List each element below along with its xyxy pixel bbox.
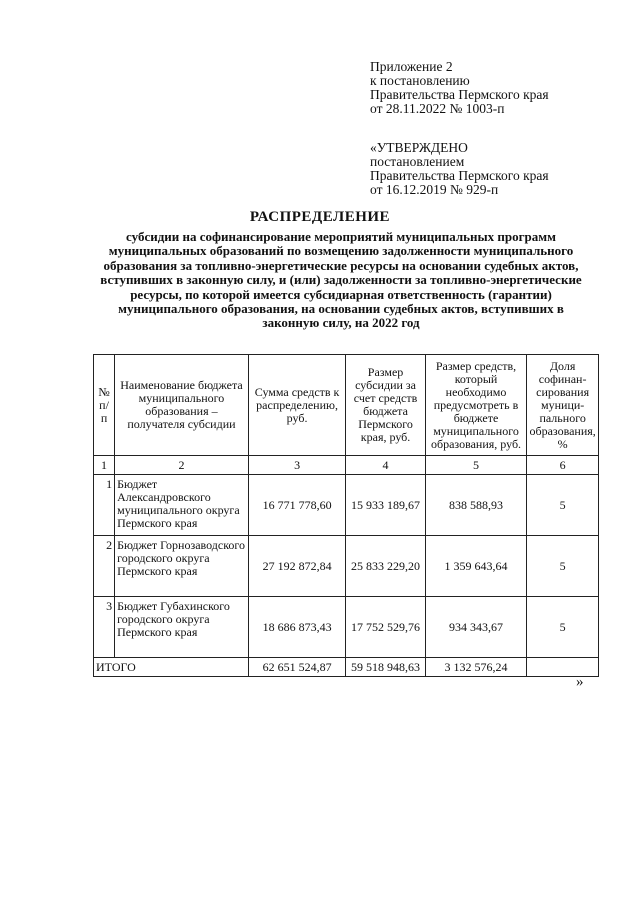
header-num: № п/п (94, 355, 115, 456)
index-cell: 5 (425, 456, 527, 475)
row-share: 5 (527, 597, 599, 658)
row-num: 3 (94, 597, 115, 658)
total-row (94, 658, 599, 677)
row-num: 1 (94, 475, 115, 536)
column-index-row (94, 456, 599, 475)
distribution-table (93, 354, 599, 677)
header-name: Наименование бюджета муниципального образования – получателя субсидии (115, 355, 249, 456)
table-row (94, 597, 599, 658)
closing-quote: » (576, 674, 584, 690)
row-sum: 18 686 873,43 (248, 597, 346, 658)
total-label: ИТОГО (94, 658, 249, 677)
row-sum: 16 771 778,60 (248, 475, 346, 536)
row-share: 5 (527, 475, 599, 536)
approval-line: Правительства Пермского края (370, 168, 549, 183)
document-subtitle: субсидии на софинансирование мероприятий муниципальных программ муниципальных образований по возмещению задолженности муниципального образования за топливно-энергетические ресурсы на основании судебных актов, вступивших в законную силу, и (или) задолженности за топливно-энергетические ресурсы, по которой имеется субсидиарная ответственность (гарантии) муниципального образования, на основании судебных актов, вступивших в законную силу, на 2022 год (100, 229, 582, 331)
header-municipal: Размер средств, который необходимо предусмотреть в бюджете муниципального образования, руб. (425, 355, 527, 456)
document-title: РАСПРЕДЕЛЕНИЕ (249, 209, 391, 225)
approval-stamp-text (370, 141, 549, 197)
table-row (94, 536, 599, 597)
row-share: 5 (527, 536, 599, 597)
index-cell: 2 (115, 456, 249, 475)
index-cell: 4 (346, 456, 425, 475)
row-name: Бюджет Губахинского городского округа Пермского края (115, 597, 249, 658)
total-regional: 59 518 948,63 (346, 658, 425, 677)
appendix-line: к постановлению (370, 73, 470, 88)
row-municipal: 838 588,93 (425, 475, 527, 536)
index-cell: 3 (248, 456, 346, 475)
total-share (527, 658, 599, 677)
index-cell: 6 (527, 456, 599, 475)
row-sum: 27 192 872,84 (248, 536, 346, 597)
total-municipal: 3 132 576,24 (425, 658, 527, 677)
header-share: Доля софинан-сирования муници-пального образования, % (527, 355, 599, 456)
row-municipal: 1 359 643,64 (425, 536, 527, 597)
appendix-line: Приложение 2 (370, 59, 453, 74)
appendix-line: от 28.11.2022 № 1003-п (370, 101, 505, 116)
row-regional: 15 933 189,67 (346, 475, 425, 536)
appendix-line: Правительства Пермского края (370, 87, 549, 102)
index-cell: 1 (94, 456, 115, 475)
approval-line: от 16.12.2019 № 929-п (370, 182, 499, 197)
approval-line: постановлением (370, 154, 465, 169)
row-name: Бюджет Александровского муниципального округа Пермского края (115, 475, 249, 536)
approval-line: «УТВЕРЖДЕНО (370, 140, 468, 155)
row-num: 2 (94, 536, 115, 597)
header-sum: Сумма средств к распределению, руб. (248, 355, 346, 456)
table-row (94, 475, 599, 536)
header-regional: Размер субсидии за счет средств бюджета Пермского края, руб. (346, 355, 425, 456)
row-regional: 17 752 529,76 (346, 597, 425, 658)
row-name: Бюджет Горнозаводского городского округа Пермского края (115, 536, 249, 597)
table-header-row (94, 355, 599, 456)
row-municipal: 934 343,67 (425, 597, 527, 658)
row-regional: 25 833 229,20 (346, 536, 425, 597)
appendix-header (370, 60, 549, 116)
total-sum: 62 651 524,87 (248, 658, 346, 677)
